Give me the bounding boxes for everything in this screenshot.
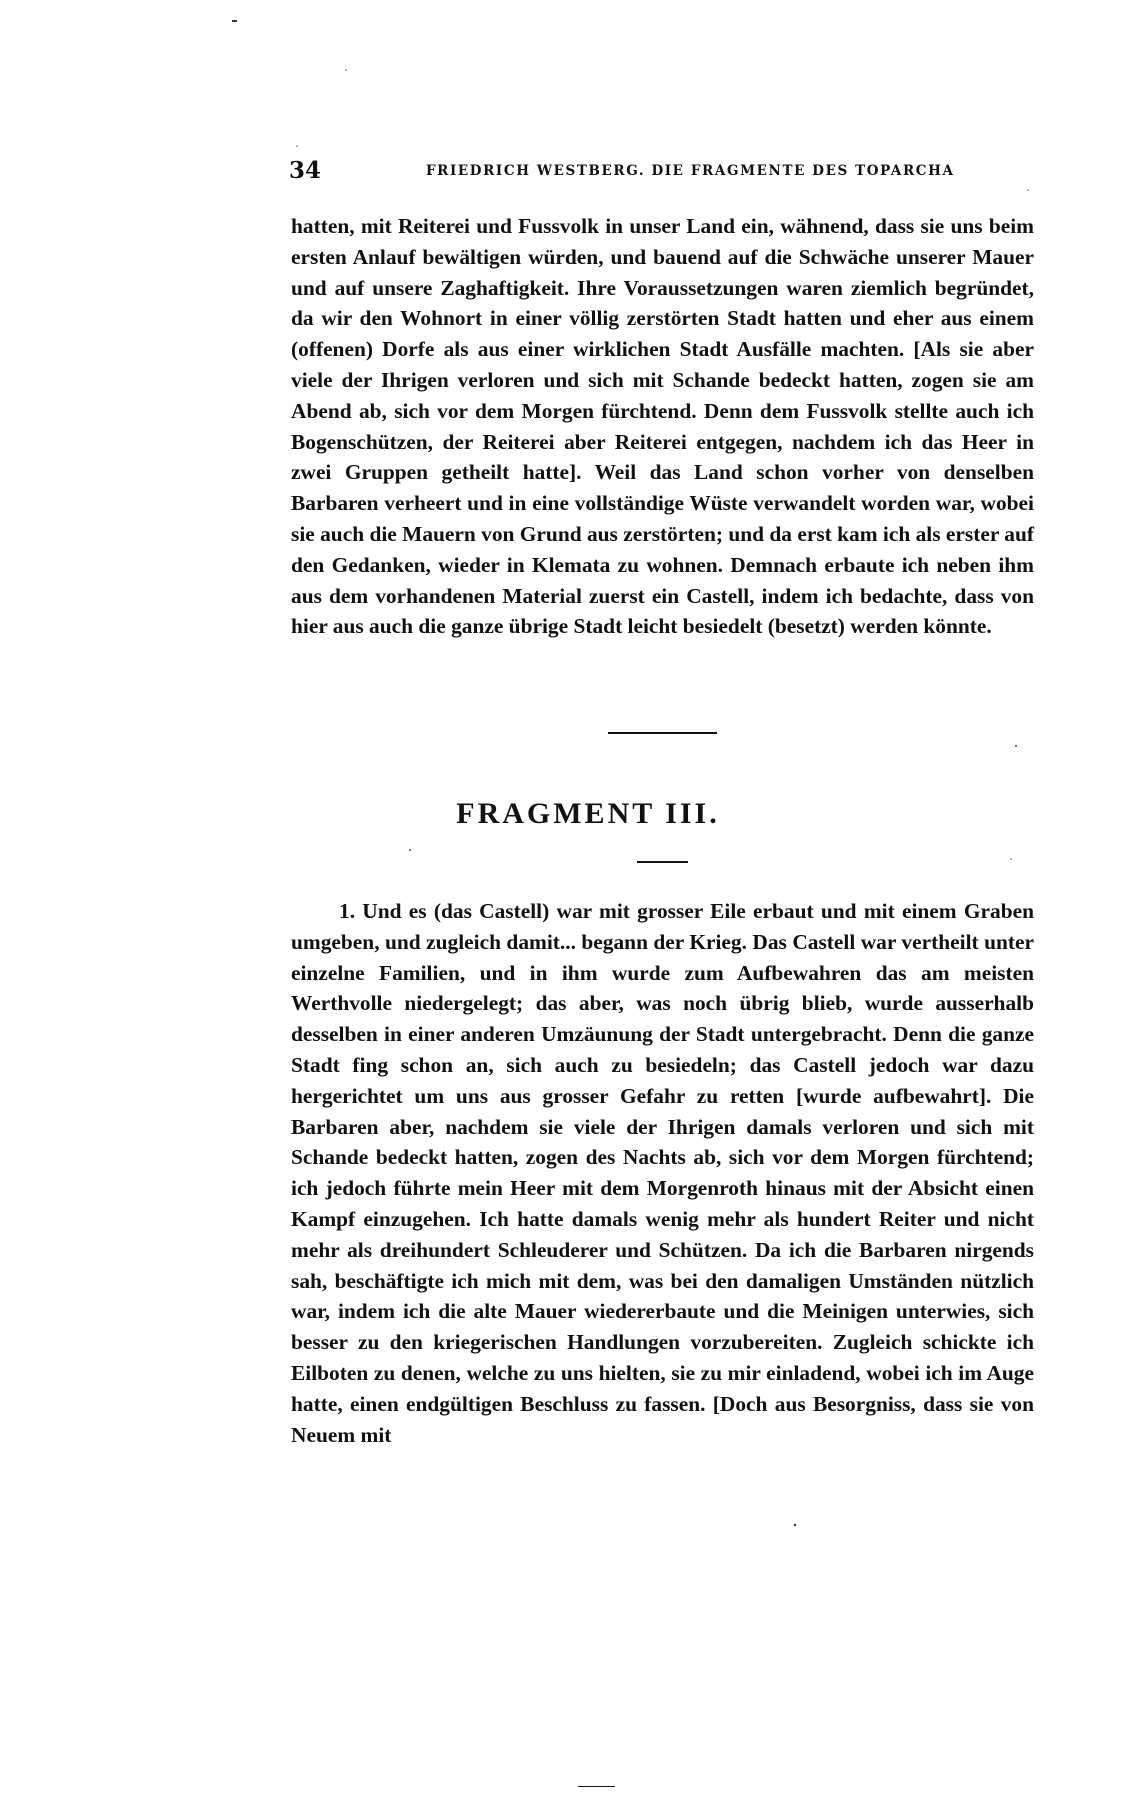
page-number: 34 (289, 157, 322, 184)
scan-speck (409, 849, 411, 851)
running-head: FRIEDRICH WESTBERG. DIE FRAGMENTE DES TOPARCHA (426, 163, 955, 179)
scan-speck (1015, 745, 1017, 747)
section-divider-rule (608, 732, 717, 734)
section-title: FRAGMENT III. (456, 797, 720, 830)
title-underline-rule (637, 861, 688, 863)
paragraph-continued: hatten, mit Reiterei und Fussvolk in unser Land ein, wähnend, dass sie uns beim ersten Anlauf bewältigen würden, und bauend auf die Schwäche unserer Mauer und auf unsere Zaghaftigkeit. Ihre Voraussetzungen waren ziemlich begründet, da wir den Wohnort in einer völlig zerstörten Stadt hatten und eher aus einem (offenen) Dorfe als aus einer wirklichen Stadt Ausfälle machten. [Als sie aber viele der Ihrigen verloren und sich mit Schande bedeckt hatten, zogen sie am Abend ab, sich vor dem Morgen fürchtend. Denn dem Fussvolk stellte auch ich Bogenschützen, der Reiterei aber Reiterei entgegen, nachdem ich das Heer in zwei Gruppen getheilt hatte]. Weil das Land schon vorher von denselben Barbaren verheert und in eine vollständige Wüste verwandelt worden war, wobei sie auch die Mauern von Grund aus zerstörten; und da erst kam ich als erster auf den Gedanken, wieder in Klemata zu wohnen. Demnach erbaute ich neben ihm aus dem vorhandenen Material zuerst ein Castell, indem ich bedachte, dass von hier aus auch die ganze übrige Stadt leicht besiedelt (besetzt) werden könnte. (291, 214, 1034, 639)
footer-mark-rule (578, 1786, 615, 1787)
scan-speck (232, 20, 237, 22)
scan-speck (794, 1524, 796, 1526)
scan-speck (296, 145, 298, 147)
page-header (289, 157, 1034, 187)
scan-speck (1027, 189, 1029, 191)
scan-speck (345, 69, 347, 71)
paragraph-fragment-iii: 1. Und es (das Castell) war mit grosser Eile erbaut und mit einem Graben umgeben, und zugleich damit... begann der Krieg. Das Castell war vertheilt unter einzelne Familien, und in ihm wurde zum Aufbewahren das am meisten Werthvolle niedergelegt; das aber, was noch übrig blieb, wurde ausserhalb desselben in einer anderen Umzäunung der Stadt untergebracht. Denn die ganze Stadt fing schon an, sich auch zu besiedeln; das Castell jedoch war dazu hergerichtet um uns aus grosser Gefahr zu retten [wurde aufbewahrt]. Die Barbaren aber, nachdem sie viele der Ihrigen damals verloren und sich mit Schande bedeckt hatten, zogen des Nachts ab, sich vor dem Morgen fürchtend; ich jedoch führte mein Heer mit dem Morgenroth hinaus mit der Absicht einen Kampf einzugehen. Ich hatte damals wenig mehr als hundert Reiter und nicht mehr als dreihundert Schleuderer und Schützen. Da ich die Barbaren nirgends sah, beschäftigte ich mich mit dem, was bei den damaligen Umständen nützlich war, indem ich die alte Mauer wiedererbaute und die Meinigen unterwies, sich besser zu den kriegerischen Handlungen vorzubereiten. Zugleich schickte ich Eilboten zu denen, welche zu uns hielten, sie zu mir einladend, wobei ich im Auge hatte, einen endgültigen Beschluss zu fassen. [Doch aus Besorgniss, dass sie von Neuem mit (291, 899, 1034, 1447)
scan-speck (1010, 858, 1012, 860)
